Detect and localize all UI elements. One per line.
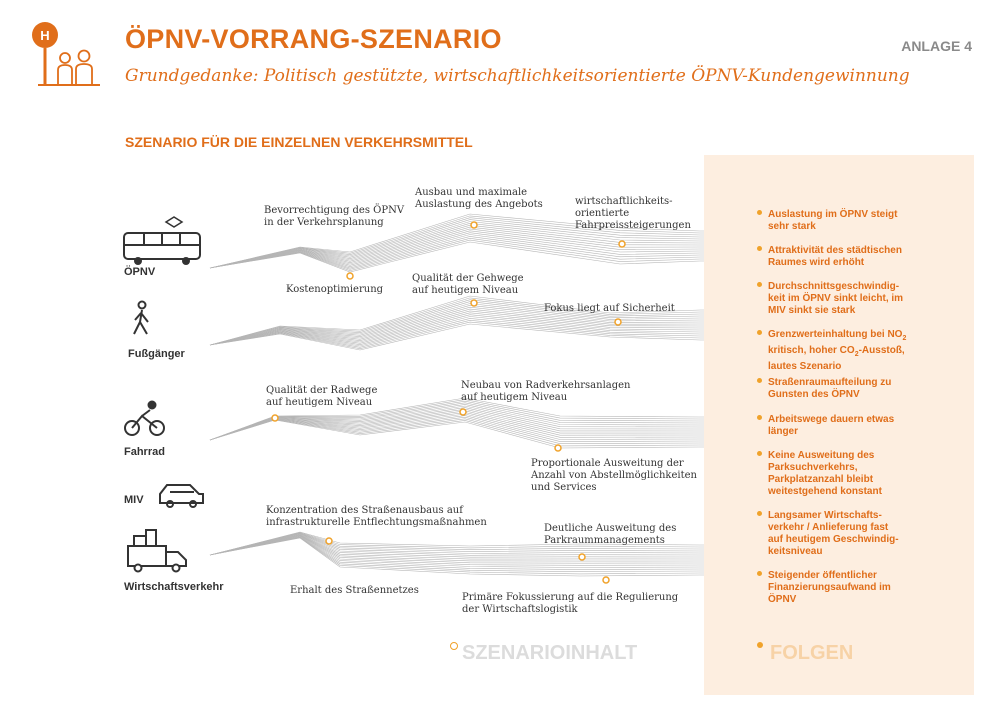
mode-label-miv: MIV bbox=[124, 494, 144, 506]
legend-consequences-label: FOLGEN bbox=[770, 642, 854, 664]
scenario-point bbox=[603, 577, 609, 583]
annotation-fuss-sicherheit: Fokus liegt auf Sicherheit bbox=[544, 303, 675, 314]
result-bullet bbox=[757, 511, 762, 516]
result-item: Langsamer Wirtschafts- verkehr / Anlieferung fast auf heutigem Geschwindig- keitsniveau bbox=[768, 510, 899, 557]
result-bullet bbox=[757, 246, 762, 251]
scenario-point bbox=[471, 300, 477, 306]
bicycle-icon bbox=[125, 402, 164, 436]
mode-label-fahrrad: Fahrrad bbox=[124, 446, 165, 458]
flow-line bbox=[210, 229, 704, 268]
mode-label-wirtschaftsverkehr: Wirtschaftsverkehr bbox=[124, 581, 224, 593]
scenario-point bbox=[471, 222, 477, 228]
legend-consequences-dot bbox=[757, 642, 763, 648]
result-item-emissions: Grenzwerteinhaltung bei $NO_2$ kritisch, hoher $CO_2$-Ausstoß, lautes Szenario bbox=[768, 329, 907, 372]
scenario-point bbox=[347, 273, 353, 279]
result-bullet bbox=[757, 451, 762, 456]
legend-content-dot bbox=[450, 642, 458, 650]
annotation-wv-regulierung: Primäre Fokussierung auf die Regulierung der Wirtschaftslogistik bbox=[462, 592, 679, 615]
scenario-point bbox=[579, 554, 585, 560]
result-item: Arbeitswege dauern etwas länger bbox=[768, 414, 895, 437]
scenario-point bbox=[615, 319, 621, 325]
truck-icon bbox=[128, 530, 186, 572]
scenario-point bbox=[272, 415, 278, 421]
annotation-oepnv-fahrpreis: wirtschaftlichkeits- orientierte Fahrpreissteigerungen bbox=[575, 196, 691, 231]
scenario-point bbox=[326, 538, 332, 544]
annotation-oepnv-ausbau: Ausbau und maximale Auslastung des Angebots bbox=[415, 187, 543, 210]
result-item: Keine Ausweitung des Parksuchverkehrs, Parkplatzanzahl bleibt weitestgehend konstant bbox=[768, 450, 882, 497]
result-bullet bbox=[757, 210, 762, 215]
annotation-oepnv-bevorrechtigung: Bevorrechtigung des ÖPNV in der Verkehrsplanung bbox=[264, 205, 405, 228]
result-item: Durchschnittsgeschwindig- keit im ÖPNV sinkt leicht, im MIV sinkt sie stark bbox=[768, 281, 904, 316]
annotation-wv-erhalt: Erhalt des Straßennetzes bbox=[290, 585, 419, 596]
pedestrian-icon bbox=[134, 302, 148, 335]
page-title: ÖPNV-VORRANG-SZENARIO bbox=[125, 24, 502, 54]
section-title: SZENARIO FÜR DIE EINZELNEN VERKEHRSMITTEL bbox=[125, 134, 473, 150]
result-item: Auslastung im ÖPNV steigt sehr stark bbox=[768, 209, 898, 232]
annotation-fuss-gehwege: Qualität der Gehwege auf heutigem Niveau bbox=[412, 273, 524, 296]
scenario-point bbox=[619, 241, 625, 247]
flow-line bbox=[210, 404, 704, 440]
flow-line bbox=[210, 420, 704, 448]
annotation-rad-neubau: Neubau von Radverkehrsanlagen auf heutigem Niveau bbox=[461, 380, 631, 403]
result-bullet bbox=[757, 282, 762, 287]
svg-text:H: H bbox=[40, 28, 50, 43]
annotation-rad-radwege: Qualität der Radwege auf heutigem Niveau bbox=[266, 385, 378, 408]
scenario-point bbox=[555, 445, 561, 451]
car-icon bbox=[160, 485, 203, 507]
annotation-oepnv-kosten: Kostenoptimierung bbox=[286, 284, 384, 295]
legend-content-label: SZENARIOINHALT bbox=[462, 642, 638, 664]
result-bullet bbox=[757, 415, 762, 420]
result-bullet bbox=[757, 378, 762, 383]
result-bullet bbox=[757, 330, 762, 335]
mode-label-fussgaenger: Fußgänger bbox=[128, 348, 185, 360]
mode-label-oepnv: ÖPNV bbox=[124, 266, 156, 278]
page-subtitle: Grundgedanke: Politisch gestützte, wirtschaftlichkeitsorientierte ÖPNV-Kundengewinnung bbox=[125, 66, 910, 86]
flow-line bbox=[210, 242, 704, 272]
annotation-wv-parkraum: Deutliche Ausweitung des Parkraummanagements bbox=[544, 523, 677, 546]
scenario-point bbox=[460, 409, 466, 415]
result-bullet bbox=[757, 571, 762, 576]
annotation-rad-abstell: Proportionale Ausweitung der Anzahl von Abstellmöglichkeiten und Services bbox=[531, 458, 697, 493]
mode-icons bbox=[0, 0, 220, 722]
result-item: Steigender öffentlicher Finanzierungsaufwand im ÖPNV bbox=[768, 570, 891, 605]
result-item: Attraktivität des städtischen Raumes wird erhöht bbox=[768, 245, 902, 268]
annotation-wv-konzentration: Konzentration des Straßenausbaus auf infrastrukturelle Entflechtungsmaßnahmen bbox=[266, 505, 487, 528]
result-item: Straßenraumaufteilung zu Gunsten des ÖPNV bbox=[768, 377, 892, 400]
tram-icon bbox=[124, 217, 200, 264]
annex-label: ANLAGE 4 bbox=[901, 38, 972, 54]
